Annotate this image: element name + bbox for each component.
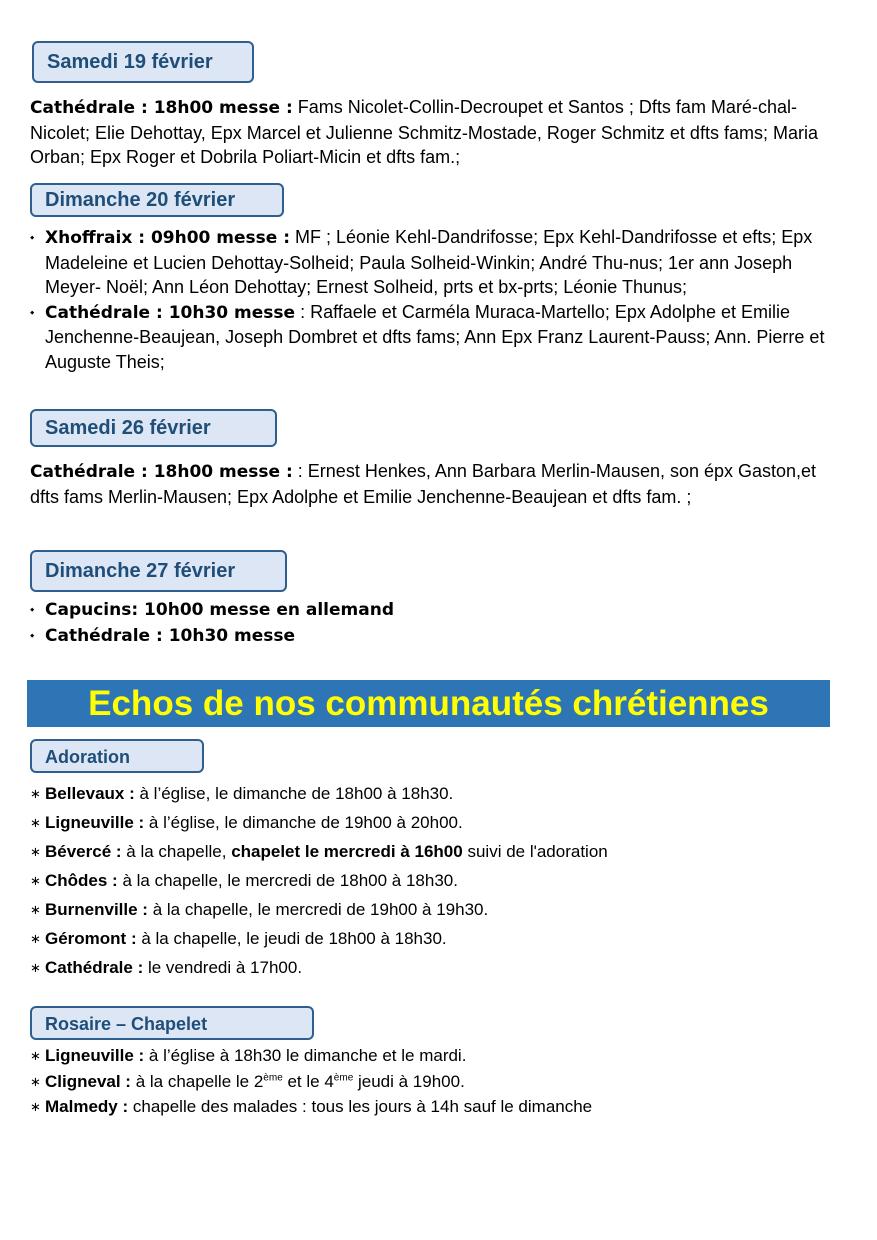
schedule-text: à l’église, le dimanche de 19h00 à 20h00. <box>144 813 463 832</box>
mass-label: Cathédrale : 10h30 messe <box>45 302 296 323</box>
schedule-text: à la chapelle le 2 <box>130 1071 264 1091</box>
section-header-samedi-26: Samedi 26 février <box>30 409 277 447</box>
place-label: Burnenville : <box>45 900 148 919</box>
place-label: Géromont : <box>45 929 137 948</box>
mass-intentions-samedi-26 <box>30 459 830 509</box>
mass-intentions-samedi-19 <box>30 95 830 170</box>
mass-list-dimanche-20 <box>30 225 830 374</box>
rosaire-list <box>30 1043 830 1120</box>
bullet-diamond-icon: ⬩ <box>30 230 35 244</box>
section-header-rosaire: Rosaire – Chapelet <box>30 1006 314 1040</box>
bullet-diamond-icon: ⬩ <box>30 304 35 319</box>
schedule-text: à la chapelle, le jeudi de 18h00 à 18h30. <box>136 929 447 948</box>
bullet-asterisk-icon: ∗ <box>30 786 41 801</box>
schedule-text: le vendredi à 17h00. <box>143 958 303 977</box>
bullet-asterisk-icon: ∗ <box>30 1073 41 1089</box>
list-item <box>30 779 830 808</box>
list-item <box>30 1094 830 1120</box>
list-item <box>30 1043 830 1069</box>
bullet-diamond-icon: ⬩ <box>30 627 35 642</box>
list-item <box>30 953 830 982</box>
list-item <box>30 225 830 300</box>
place-label: Malmedy : <box>45 1097 129 1116</box>
section-header-adoration: Adoration <box>30 739 204 773</box>
mass-label: Cathédrale : 10h30 messe <box>45 625 296 646</box>
mass-label: Capucins: 10h00 messe en allemand <box>45 600 394 620</box>
place-label: Chôdes : <box>45 871 118 890</box>
schedule-text-mid: et le 4 <box>282 1071 334 1091</box>
schedule-text: à la chapelle, <box>121 842 232 861</box>
list-item <box>30 837 830 866</box>
list-item <box>30 300 830 375</box>
bullet-diamond-icon: ⬩ <box>30 602 35 616</box>
schedule-text: à la chapelle, le mercredi de 18h00 à 18h30. <box>117 871 458 890</box>
section-header-samedi-19: Samedi 19 février <box>32 41 254 83</box>
mass-text: MF ; Léonie Kehl-Dandrifosse; Epx Kehl-Dandrifosse et efts; Epx Madeleine et Lucien Dehottay-Solheid; Paula Solheid-Winkin; André Thu-nus; 1er ann Joseph Meyer- Noël; Ann Léon Dehottay; Ernest Solheid, prts et bx-prts; Léonie Thunus; <box>45 227 813 297</box>
ordinal-suffix: ème <box>263 1071 283 1083</box>
place-label: Bellevaux : <box>45 784 135 803</box>
banner-echos: Echos de nos communautés chrétiennes <box>27 680 830 727</box>
section-header-dimanche-20: Dimanche 20 février <box>30 183 284 217</box>
bullet-asterisk-icon: ∗ <box>30 815 41 830</box>
schedule-text-bold: chapelet le mercredi à 16h00 <box>231 842 463 861</box>
mass-text: : Raffaele et Carméla Muraca-Martello; Epx Adolphe et Emilie Jenchenne-Beaujean, Joseph Dombret et dfts fams; Ann Epx Franz Laurent-Pauss; Ann. Pierre et Auguste Theis; <box>45 301 825 372</box>
mass-label: Xhoffraix : 09h00 messe : <box>45 228 291 248</box>
bullet-asterisk-icon: ∗ <box>30 931 41 946</box>
section-header-dimanche-27: Dimanche 27 février <box>30 550 287 592</box>
place-label: Cathédrale : <box>45 958 144 977</box>
place-label: Bévercé : <box>45 842 122 861</box>
schedule-text: à l’église à 18h30 le dimanche et le mardi. <box>144 1046 467 1065</box>
list-item <box>30 866 830 895</box>
list-item <box>30 1069 830 1095</box>
place-label: Cligneval : <box>45 1071 131 1091</box>
schedule-text: à la chapelle, le mercredi de 19h00 à 19h30. <box>147 900 489 919</box>
list-item <box>30 597 830 623</box>
mass-text: Fams Nicolet-Collin-Decroupet et Santos ; Dfts fam Maré-chal-Nicolet; Elie Dehottay, Epx Marcel et Julienne Schmitz-Mostade, Roger Schmitz et dfts fams; Maria Orban; Epx Roger et Dobrila Poliart-Micin et dfts fam.; <box>30 97 818 167</box>
bullet-asterisk-icon: ∗ <box>30 873 41 888</box>
adoration-list <box>30 779 830 982</box>
list-item <box>30 808 830 837</box>
place-label: Ligneuville : <box>45 1046 145 1065</box>
mass-list-dimanche-27 <box>30 597 830 648</box>
schedule-text-end: jeudi à 19h00. <box>353 1071 465 1091</box>
schedule-text-end: suivi de l'adoration <box>462 842 608 861</box>
list-item <box>30 623 830 649</box>
bullet-asterisk-icon: ∗ <box>30 902 41 917</box>
ordinal-suffix: ème <box>333 1071 354 1083</box>
bullet-asterisk-icon: ∗ <box>30 960 41 975</box>
bullet-asterisk-icon: ∗ <box>30 844 41 859</box>
mass-label: Cathédrale : 18h00 messe : <box>30 462 293 482</box>
list-item <box>30 924 830 953</box>
list-item <box>30 895 830 924</box>
bullet-asterisk-icon: ∗ <box>30 1048 41 1063</box>
mass-label: Cathédrale : 18h00 messe : <box>30 98 293 118</box>
schedule-text: à l’église, le dimanche de 18h00 à 18h30. <box>134 784 454 803</box>
mass-text: : Ernest Henkes, Ann Barbara Merlin-Mausen, son épx Gaston,et dfts fams Merlin-Mausen; Epx Adolphe et Emilie Jenchenne-Beaujean et dfts fam. ; <box>30 461 817 507</box>
bullet-asterisk-icon: ∗ <box>30 1099 41 1114</box>
place-label: Ligneuville : <box>45 813 145 832</box>
schedule-text: chapelle des malades : tous les jours à 14h sauf le dimanche <box>128 1097 593 1116</box>
